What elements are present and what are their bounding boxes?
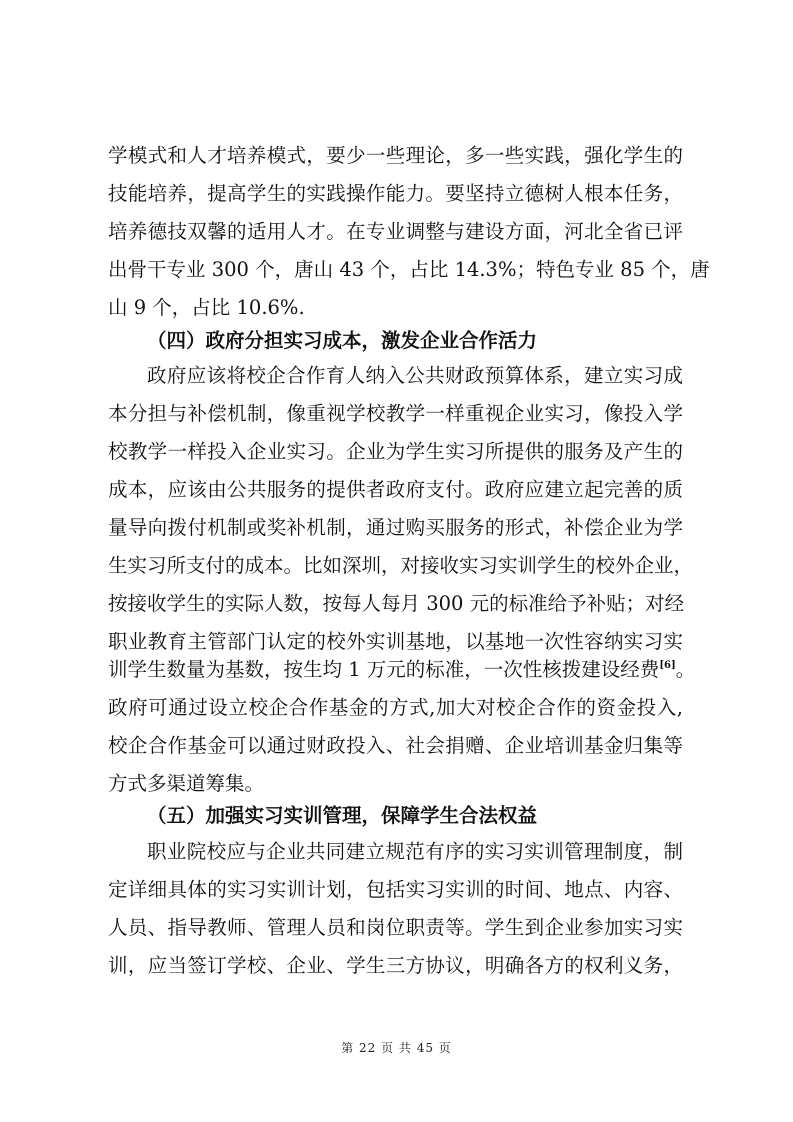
paragraph-line: 培养德技双馨的适用人才。在专业调整与建设方面，河北全省已评 [108,220,683,243]
paragraph-line: 生实习所支付的成本。比如深圳，对接收实习实训学生的校外企业， [108,554,694,577]
paragraph-line: 政府应该将校企合作育人纳入公共财政预算体系，建立实习成 [147,364,683,387]
paragraph-line: 校教学一样投入企业实习。企业为学生实习所提供的服务及产生的 [108,440,683,463]
page-number: 第 22 页 共 45 页 [341,1041,452,1055]
paragraph-line: 出骨干专业 300 个，唐山 43 个，占比 14.3%；特色专业 85 个，唐 [108,258,710,281]
paragraph-text: 训学生数量为基数，按生均 1 万元的标准，一次性核拨建设经费 [108,658,660,681]
paragraph-line: 本分担与补偿机制，像重视学校教学一样重视企业实习，像投入学 [108,402,683,425]
paragraph-line: 学模式和人才培养模式，要少一些理论，多一些实践，强化学生的 [108,144,683,167]
citation-reference[interactable]: [6] [659,660,676,671]
paragraph-line: 按接收学生的实际人数，按每人每月 300 元的标准给予补贴；对经 [108,592,685,615]
paragraph-line: 山 9 个，占比 10.6%. [108,296,305,319]
paragraph-line: 方式多渠道筹集。 [108,772,265,795]
section-heading: （五）加强实习实训管理，保障学生合法权益 [147,804,538,827]
section-heading: （四）政府分担实习成本，激发企业合作活力 [147,329,538,352]
paragraph-text: 。 [675,658,696,681]
paragraph-line: 量导向拨付机制或奖补机制，通过购买服务的形式，补偿企业为学 [108,516,683,539]
paragraph-line: 校企合作基金可以通过财政投入、社会捐赠、企业培训基金归集等 [108,734,683,757]
paragraph-line: 成本，应该由公共服务的提供者政府支付。政府应建立起完善的质 [108,478,683,501]
paragraph-line: 政府可通过设立校企合作基金的方式,加大对校企合作的资金投入, [108,696,683,719]
paragraph-line: 训，应当签订学校、企业、学生三方协议，明确各方的权利义务， [108,954,683,977]
paragraph-line: 职业院校应与企业共同建立规范有序的实习实训管理制度，制 [147,840,683,863]
paragraph-line: 人员、指导教师、管理人员和岗位职责等。学生到企业参加实习实 [108,916,683,939]
paragraph-line: 职业教育主管部门认定的校外实训基地，以基地一次性容纳实习实 [108,630,683,653]
paragraph-line-with-citation [108,652,696,688]
paragraph-line: 定详细具体的实习实训计划，包括实习实训的时间、地点、内容、 [108,878,683,901]
paragraph-line: 技能培养，提高学生的实践操作能力。要坚持立德树人根本任务， [108,182,683,205]
